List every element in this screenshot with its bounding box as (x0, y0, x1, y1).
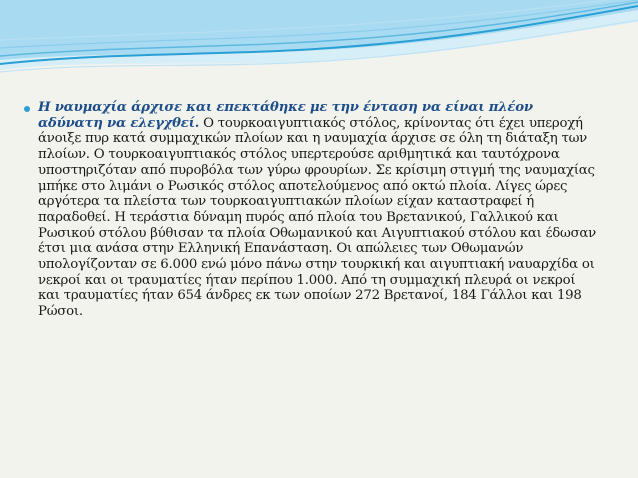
bullet-item (38, 100, 600, 320)
bullet-dot-icon (24, 106, 30, 112)
bullet-lead-text: Η ναυμαχία άρχισε και επεκτάθηκε με την ένταση να είναι πλέον αδύνατη να ελεγχθεί. (38, 100, 533, 131)
header-wave-decoration (0, 0, 638, 90)
bullet-paragraph (38, 100, 600, 320)
bullet-body-text: Ο τουρκοαιγυπτιακός στόλος, κρίνοντας ότι έχει υπεροχή άνοιξε πυρ κατά συμμαχικών πλοίων και η ναυμαχία άρχισε σε όλη τη διάταξη των πλοίων. Ο τουρκοαιγυπτιακός στόλος υπερτερούσε αριθμητικά και ταυτόχρονα υποστηριζόταν από πυροβόλα των γύρω φρουρίων. Σε κρίσιμη στιγμή της ναυμαχίας μπήκε στο λιμάνι ο Ρωσικός στόλος αποτελούμενος από οκτώ πλοία. Λίγες ώρες αργότερα τα πλείστα των τουρκοαιγυπτιακών πλοίων είχαν καταστραφεί ή παραδοθεί. Η τεράστια δύναμη πυρός από πλοία του Βρετανικού, Γαλλικού και Ρωσικού στόλου βύθισαν τα πλοία Οθωμανικού και Αιγυπτιακού στόλου και έδωσαν έτσι μια ανάσα στην Ελληνική Επανάσταση. Οι απώλειες των Οθωμανών υπολογίζονταν σε 6.000 ενώ μόνο πάνω στην τουρκική και αιγυπτιακή ναυαρχίδα οι νεκροί και οι τραυματίες ήταν περίπου 1.000. Από τη συμμαχική πλευρά οι νεκροί και τραυματίες ήταν 654 άνδρες εκ των οποίων 272 Βρετανοί, 184 Γάλλοι και 198 Ρώσοι. (38, 115, 596, 320)
